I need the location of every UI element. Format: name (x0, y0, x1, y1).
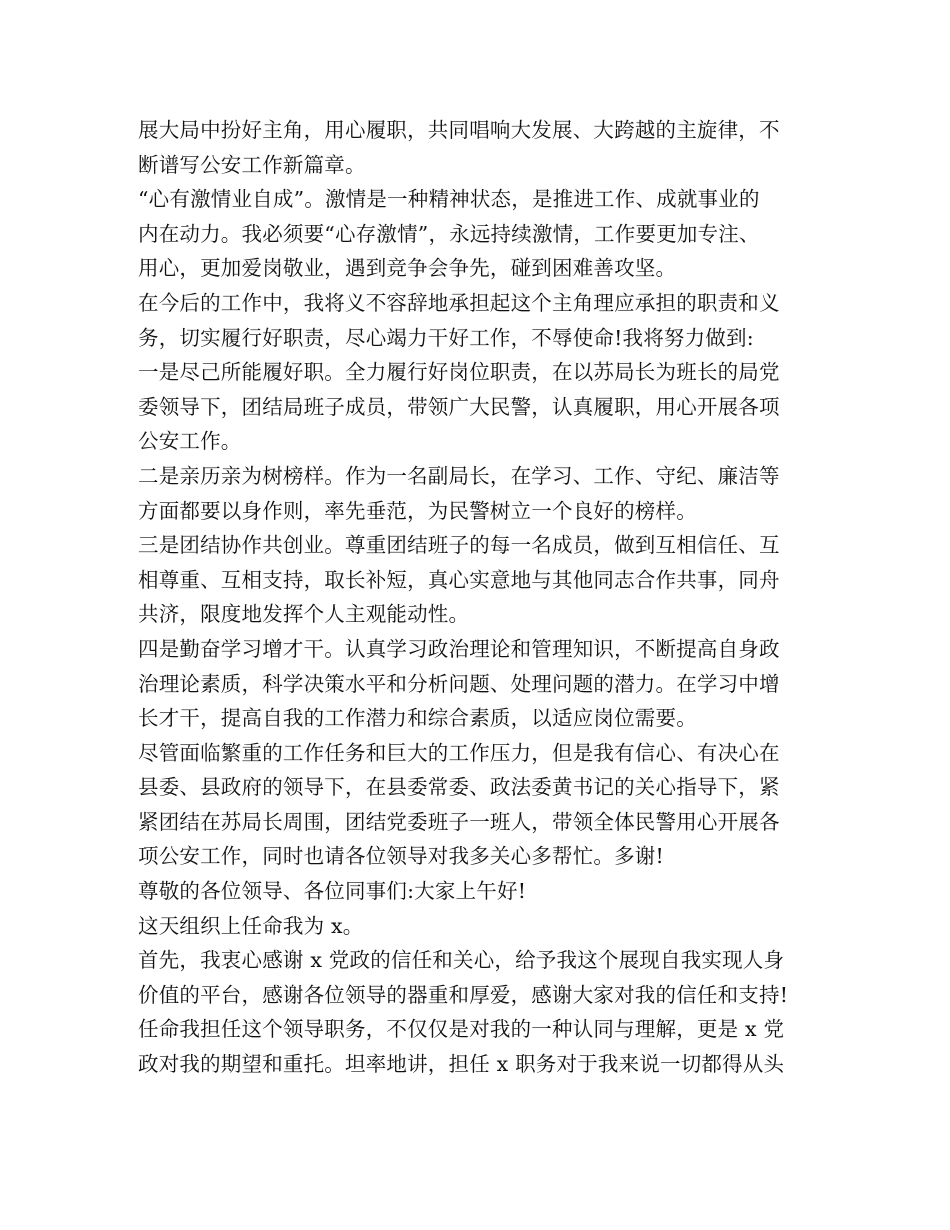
text-line: 任命我担任这个领导职务，不仅仅是对我的一种认同与理解，更是 x 党 (138, 1017, 785, 1042)
text-line: 紧团结在苏局长周围，团结党委班子一班人，带领全体民警用心开展各 (138, 809, 780, 834)
text-line: 在今后的工作中，我将义不容辞地承担起这个主角理应承担的职责和义 (138, 290, 780, 315)
text-line: 首先，我衷心感谢 x 党政的信任和关心，给予我这个展现自我实现人身 (138, 948, 785, 973)
text-line: 公安工作。 (138, 429, 242, 454)
text-line: 相尊重、互相支持，取长补短，真心实意地与其他同志合作共事，同舟 (138, 567, 780, 592)
text-line: 断谱写公安工作新篇章。 (138, 152, 366, 177)
text-line: 长才干，提高自我的工作潜力和综合素质，以适应岗位需要。 (138, 706, 697, 731)
document-body (138, 113, 818, 1082)
text-line: 尊敬的各位领导、各位同事们:大家上午好! (138, 879, 527, 904)
text-line: 三是团结协作共创业。尊重团结班子的每一名成员，做到互相信任、互 (138, 533, 780, 558)
text-line: 四是勤奋学习增才干。认真学习政治理论和管理知识，不断提高自身政 (138, 636, 780, 661)
text-line: 政对我的期望和重托。坦率地讲，担任 x 职务对于我来说一切都得从头 (138, 1052, 785, 1077)
text-line: 内在动力。我必须要“心存激情”，永远持续激情，工作要更加专注、 (138, 221, 760, 246)
text-line: 尽管面临繁重的工作任务和巨大的工作压力，但是我有信心、有决心在 (138, 740, 780, 765)
text-line: 用心，更加爱岗敬业，遇到竞争会争先，碰到困难善攻坚。 (138, 256, 677, 281)
text-line: 二是亲历亲为树榜样。作为一名副局长，在学习、工作、守纪、廉洁等 (138, 463, 780, 488)
text-line: 项公安工作，同时也请各位领导对我多关心多帮忙。多谢! (138, 844, 664, 869)
text-line: 一是尽己所能履好职。全力履行好岗位职责，在以苏局长为班长的局党 (138, 360, 780, 385)
text-line: 展大局中扮好主角，用心履职，共同唱响大发展、大跨越的主旋律，不 (138, 118, 780, 142)
text-line: 治理论素质，科学决策水平和分析问题、处理问题的潜力。在学习中增 (138, 671, 780, 696)
text-line: “心有激情业自成”。激情是一种精神状态，是推进工作、成就事业的 (138, 187, 760, 212)
text-line: 这天组织上任命我为 x。 (138, 913, 364, 938)
text-line: 务，切实履行好职责，尽心竭力干好工作，不辱使命!我将努力做到: (138, 325, 754, 350)
text-line: 价值的平台，感谢各位领导的器重和厚爱，感谢大家对我的信任和支持! (138, 982, 789, 1007)
text-line: 共济，限度地发挥个人主观能动性。 (138, 602, 470, 627)
text-line: 县委、县政府的领导下，在县委常委、政法委黄书记的关心指导下，紧 (138, 775, 780, 800)
text-line: 方面都要以身作则，率先垂范，为民警树立一个良好的榜样。 (138, 498, 697, 523)
text-line: 委领导下，团结局班子成员，带领广大民警，认真履职，用心开展各项 (138, 394, 780, 419)
